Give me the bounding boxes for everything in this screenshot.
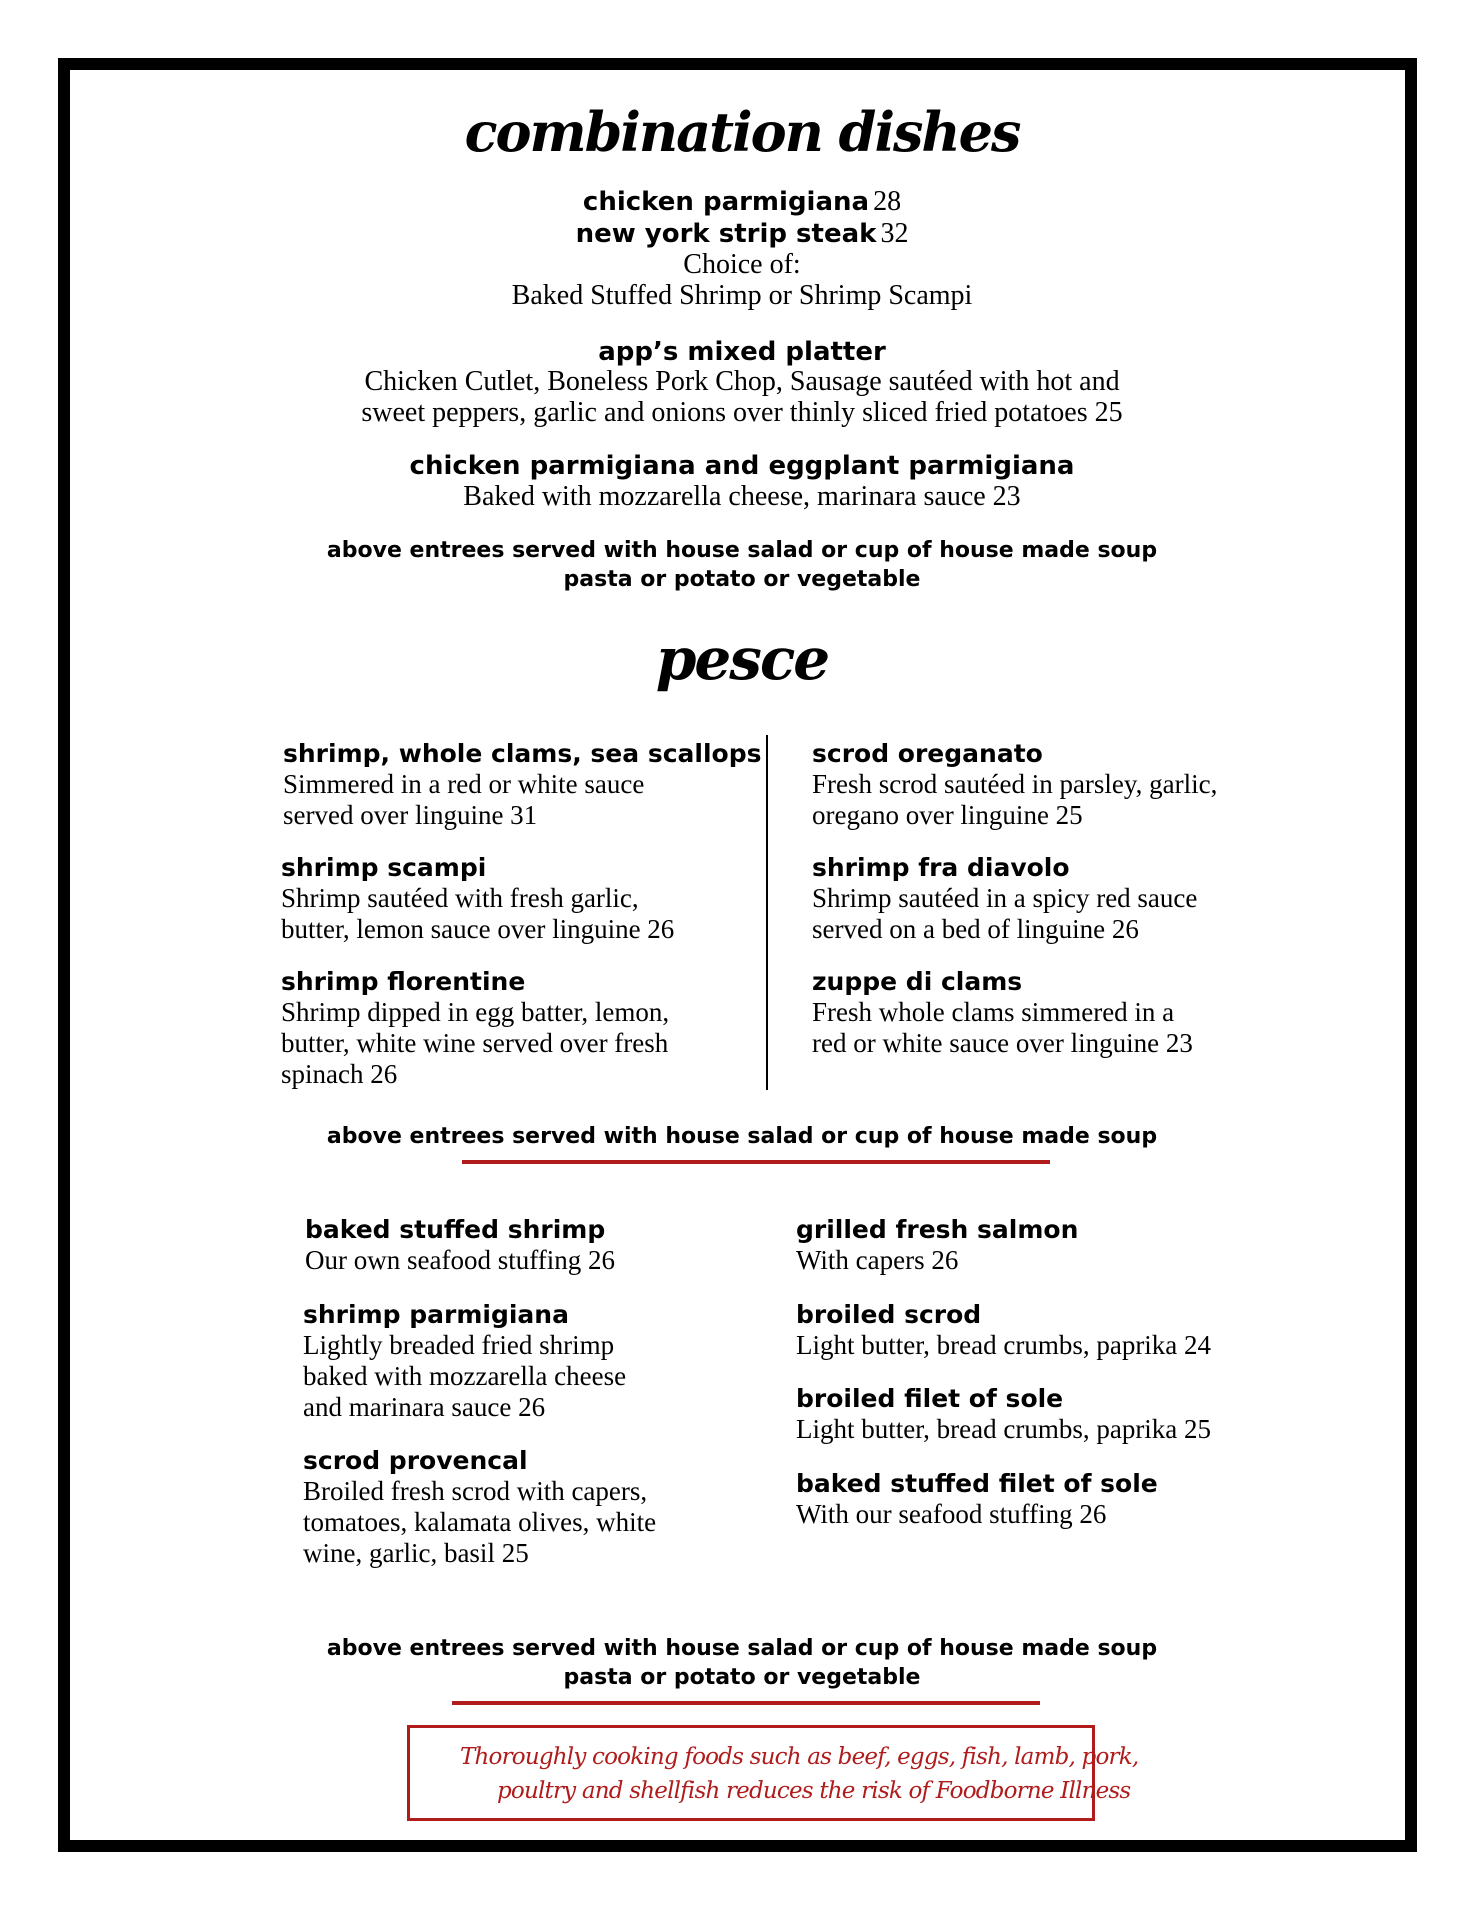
item-name: shrimp fra diavolo <box>812 853 1070 882</box>
menu-item <box>303 1445 656 1569</box>
item-price: 28 <box>873 186 902 217</box>
platter-desc: sweet peppers, garlic and onions over thinly sliced fried potatoes 25 <box>361 397 1123 428</box>
item-desc: Simmered in a red or white sauce served over linguine 31 <box>283 769 645 830</box>
item-name: broiled scrod <box>796 1300 982 1329</box>
item-name: baked stuffed shrimp <box>305 1215 606 1244</box>
column-divider <box>766 735 768 1090</box>
pesce-heading: pesce <box>655 625 829 693</box>
serving-note: pasta or potato or vegetable <box>563 1665 921 1690</box>
red-divider <box>452 1701 1040 1705</box>
item-desc: Light butter, bread crumbs, paprika 24 <box>796 1330 1212 1360</box>
item-name: broiled filet of sole <box>796 1384 1064 1413</box>
notice-line: poultry and shellfish reduces the risk of Foodborne Illness <box>497 1778 1131 1804</box>
item-name: shrimp, whole clams, sea scallops <box>283 739 762 768</box>
item-name: scrod oreganato <box>812 739 1043 768</box>
menu-item <box>283 738 761 831</box>
item-name: chicken parmigiana <box>582 187 870 217</box>
item-desc: Shrimp sautéed in a spicy red sauce served on a bed of linguine 26 <box>812 883 1198 944</box>
menu-item <box>796 1468 1158 1530</box>
menu-item <box>796 1214 1078 1276</box>
serving-note: above entrees served with house salad or cup of house made soup <box>326 1124 1158 1149</box>
item-name: baked stuffed filet of sole <box>796 1469 1158 1498</box>
eggplant-name: chicken parmigiana and eggplant parmigiana <box>409 451 1075 481</box>
item-desc: Our own seafood stuffing 26 <box>305 1245 615 1275</box>
menu-item <box>812 852 1197 945</box>
red-divider <box>462 1160 1050 1164</box>
item-name: zuppe di clams <box>812 967 1023 996</box>
item-desc: Shrimp dipped in egg batter, lemon, butter, white wine served over fresh spinach 26 <box>281 997 670 1089</box>
food-safety-notice <box>407 1725 1139 1821</box>
item-name: grilled fresh salmon <box>796 1215 1079 1244</box>
serving-note: above entrees served with house salad or cup of house made soup <box>326 538 1158 563</box>
notice-line: Thoroughly cooking foods such as beef, eggs, fish, lamb, pork, <box>460 1744 1139 1770</box>
item-desc: With capers 26 <box>796 1245 959 1275</box>
item-desc: Broiled fresh scrod with capers, tomatoes, kalamata olives, white wine, garlic, basil 25 <box>303 1476 657 1568</box>
serving-note: above entrees served with house salad or cup of house made soup <box>326 1636 1158 1661</box>
item-price: 32 <box>880 218 909 249</box>
item-desc: Fresh whole clams simmered in a red or white sauce over linguine 23 <box>812 997 1193 1058</box>
combination-heading: combination dishes <box>464 100 1020 164</box>
page-border <box>58 58 1417 1852</box>
platter-name: app’s mixed platter <box>598 337 886 367</box>
menu-item <box>281 966 669 1090</box>
item-name: shrimp scampi <box>281 853 487 882</box>
item-desc: With our seafood stuffing 26 <box>796 1499 1107 1529</box>
item-desc: Shrimp sautéed with fresh garlic, butter, lemon sauce over linguine 26 <box>281 883 675 944</box>
item-desc: Lightly breaded fried shrimp baked with mozzarella cheese and marinara sauce 26 <box>303 1330 627 1422</box>
serving-note: pasta or potato or vegetable <box>563 567 921 592</box>
item-desc: Fresh scrod sautéed in parsley, garlic, oregano over linguine 25 <box>812 769 1218 830</box>
platter-desc: Chicken Cutlet, Boneless Pork Chop, Sausage sautéed with hot and <box>364 366 1120 397</box>
menu-item <box>812 738 1217 831</box>
choice-label: Choice of: <box>683 249 801 280</box>
menu-item <box>305 1214 615 1276</box>
eggplant-desc: Baked with mozzarella cheese, marinara sauce 23 <box>463 481 1021 512</box>
menu-item <box>796 1383 1211 1445</box>
item-name: new york strip steak <box>575 219 877 249</box>
choice-options: Baked Stuffed Shrimp or Shrimp Scampi <box>511 280 973 311</box>
item-desc: Light butter, bread crumbs, paprika 25 <box>796 1414 1212 1444</box>
menu-item <box>812 966 1193 1059</box>
combination-line-1 <box>0 186 1484 222</box>
menu-item <box>796 1299 1211 1361</box>
item-name: scrod provencal <box>303 1446 528 1475</box>
menu-item <box>303 1299 626 1423</box>
item-name: shrimp florentine <box>281 967 526 996</box>
menu-item <box>281 852 674 945</box>
item-name: shrimp parmigiana <box>303 1300 569 1329</box>
